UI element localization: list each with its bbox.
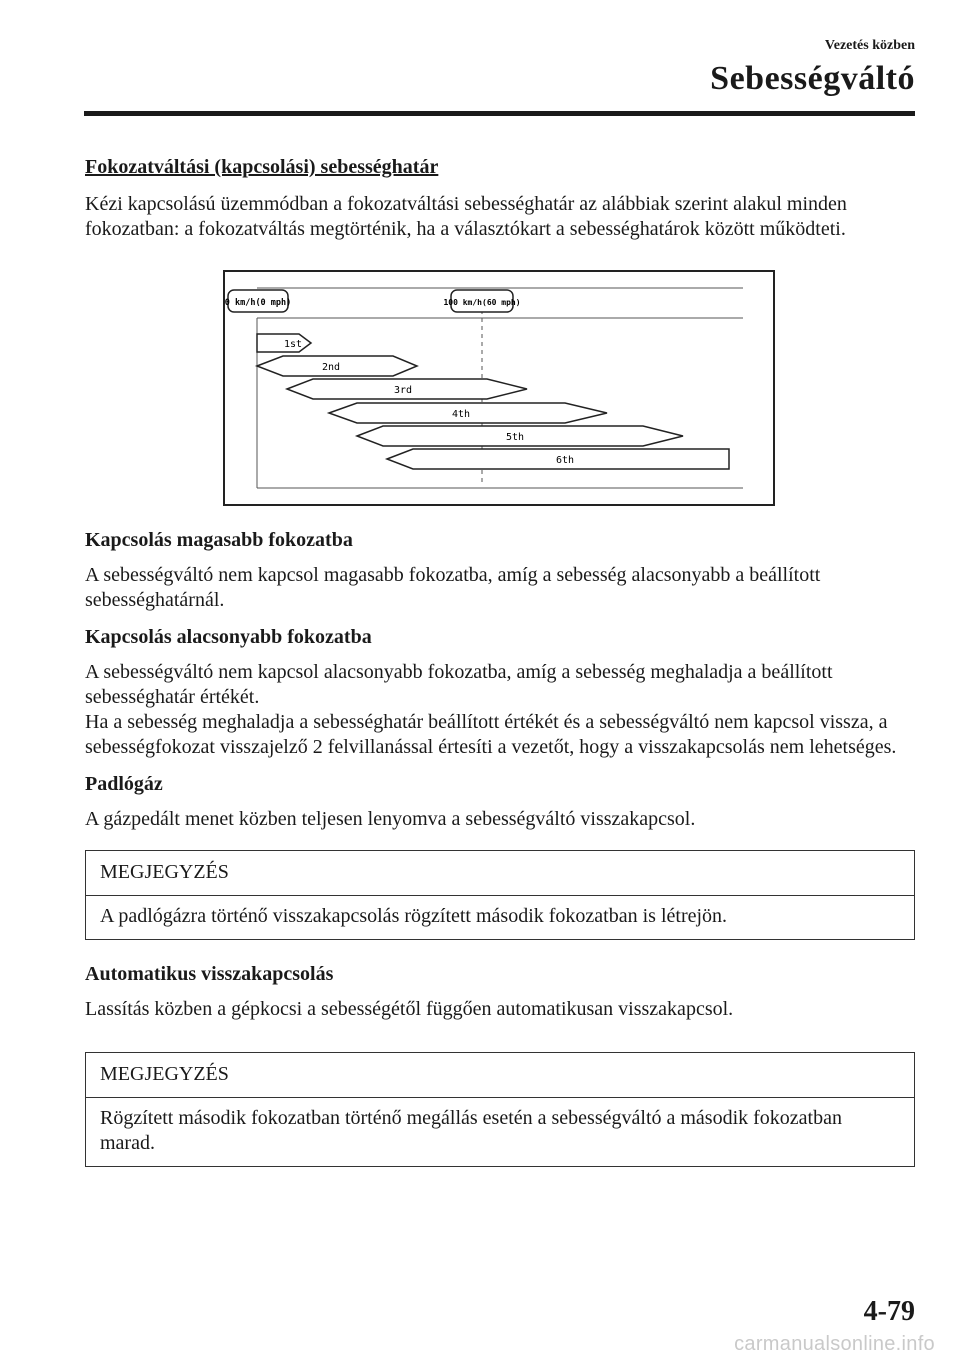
site-watermark: carmanualsonline.info [734, 1333, 935, 1355]
gear-band-6th [387, 449, 729, 469]
gear-label-6th: 6th [555, 455, 575, 466]
header-divider [84, 111, 915, 116]
kickdown-heading: Padlógáz [85, 773, 163, 795]
note-box-1 [85, 850, 915, 940]
upshift-heading: Kapcsolás magasabb fokozatba [85, 529, 353, 551]
downshift-paragraph-2: Ha a sebesség meghaladja a sebességhatár beállított értékét és a sebességváltó nem kapcsol vissza, a sebességfokozat visszajelző 2 felvillanással értesíti a vezetőt, hogy a visszakapcsolás nem lehetséges. [85, 711, 897, 758]
gear-label-1st: 1st [283, 339, 303, 350]
speed-label-start-text: 0 km/h(0 mph) [224, 298, 292, 308]
speed-label-mid-text: 100 km/h(60 mph) [443, 298, 521, 307]
upshift-paragraph: A sebességváltó nem kapcsol magasabb fokozatba, amíg a sebesség alacsonyabb a beállított sebességhatárnál. [85, 564, 821, 611]
figure-container [85, 270, 915, 506]
gear-label-2nd: 2nd [321, 362, 341, 373]
page-number: 4-79 [863, 1296, 915, 1327]
speed-label-start [225, 290, 292, 312]
downshift-paragraph-1: A sebességváltó nem kapcsol alacsonyabb fokozatba, amíg a sebesség meghaladja a beállított sebességhatár értékét. [85, 661, 833, 708]
gear-band-1st [257, 334, 311, 352]
auto-downshift-paragraph: Lassítás közben a gépkocsi a sebességétől függően automatikusan visszakapcsol. [85, 998, 734, 1020]
downshift-heading: Kapcsolás alacsonyabb fokozatba [85, 626, 372, 648]
section-subheading: Fokozatváltási (kapcsolási) sebességhatár [85, 156, 439, 178]
gear-label-5th: 5th [505, 432, 525, 443]
note-box-2-body: Rögzített második fokozatban történő megállás esetén a sebességváltó a második fokozatban marad. [100, 1107, 842, 1154]
gear-band-4th [329, 403, 607, 423]
shift-speed-range-figure [223, 270, 775, 506]
main-content [85, 155, 915, 1189]
intro-paragraph: Kézi kapcsolású üzemmódban a fokozatváltási sebességhatár az alábbiak szerint alakul minden fokozatban: a fokozatváltás megtörténik, ha a választókart a sebességhatárok között működteti. [85, 193, 847, 240]
gear-band-5th [357, 426, 683, 446]
kickdown-paragraph: A gázpedált menet közben teljesen lenyomva a sebességváltó visszakapcsol. [85, 808, 696, 830]
page-title: Sebességváltó [710, 60, 915, 97]
note-box-1-title: MEGJEGYZÉS [86, 851, 914, 896]
gear-band-3rd [287, 379, 527, 399]
gear-label-3rd: 3rd [393, 385, 413, 396]
section-title: Vezetés közben [824, 38, 915, 53]
gear-band-2nd [257, 356, 417, 376]
gear-label-4th: 4th [451, 409, 471, 420]
speed-label-mid [443, 290, 520, 312]
auto-downshift-heading: Automatikus visszakapcsolás [85, 963, 334, 985]
note-box-1-body: A padlógázra történő visszakapcsolás rögzített második fokozatban is létrejön. [100, 905, 728, 927]
note-box-2-title: MEGJEGYZÉS [86, 1053, 914, 1098]
note-box-2 [85, 1052, 915, 1167]
